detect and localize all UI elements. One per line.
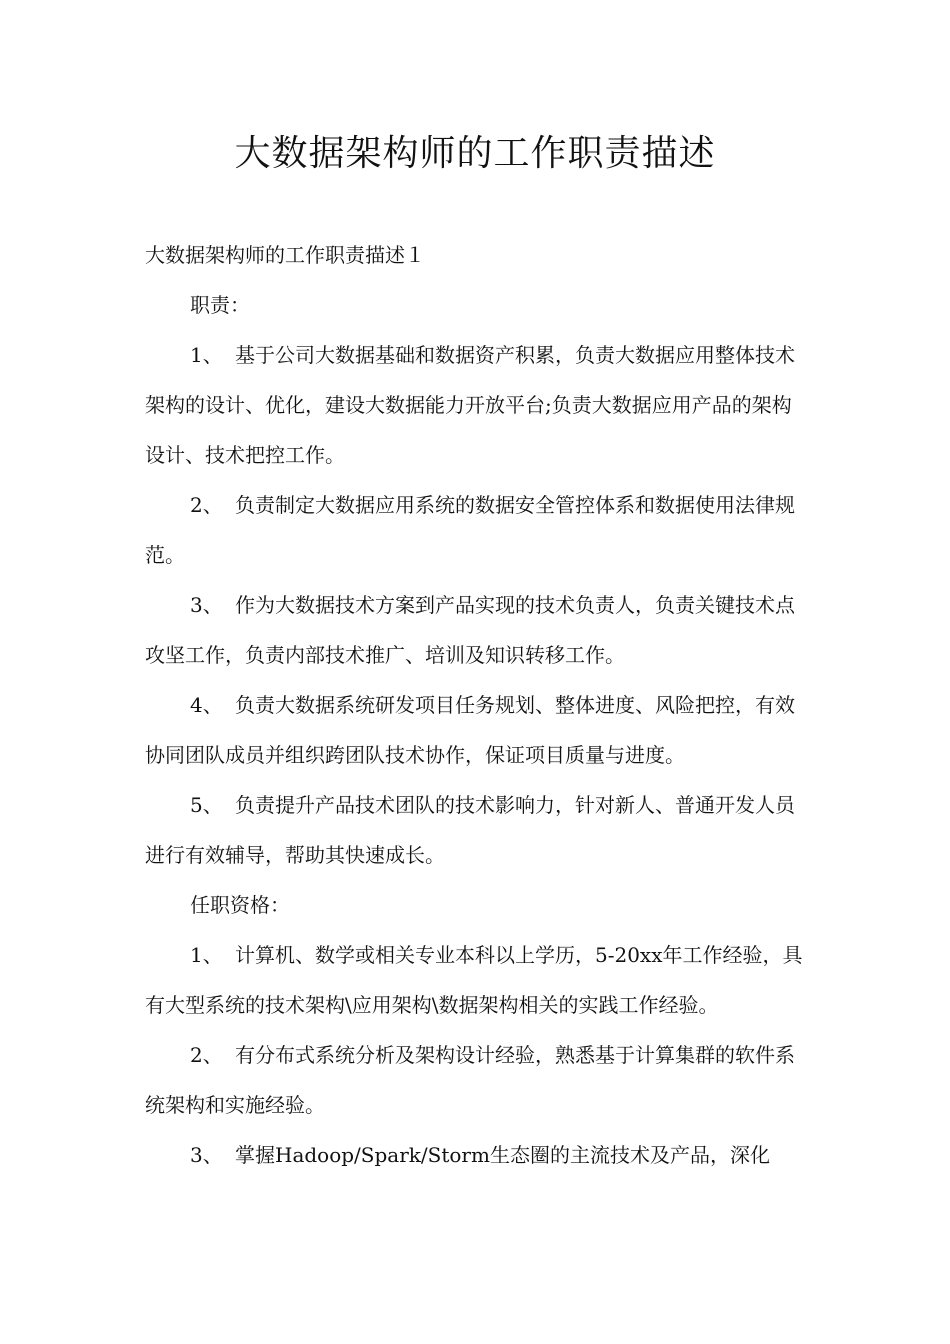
section-heading: 大数据架构师的工作职责描述１	[145, 243, 425, 267]
duty-text: 负责大数据系统研发项目任务规划、整体进度、风险把控，有效协同团队成员并组织跨团队技术协作，保证项目质量与进度。	[145, 693, 795, 767]
qualification-item-2	[145, 1030, 810, 1130]
duty-text: 基于公司大数据基础和数据资产积累，负责大数据应用整体技术架构的设计、优化，建设大数据能力开放平台;负责大数据应用产品的架构设计、技术把控工作。	[145, 343, 795, 467]
qualification-text: 计算机、数学或相关专业本科以上学历，5-20xx年工作经验，具有大型系统的技术架构\应用架构\数据架构相关的实践工作经验。	[145, 943, 803, 1017]
duty-number: 3、	[190, 593, 223, 617]
qualification-number: 2、	[190, 1043, 223, 1067]
document-title: 大数据架构师的工作职责描述	[234, 133, 716, 174]
qualification-text: 掌握Hadoop/Spark/Storm生态圈的主流技术及产品，深化	[235, 1143, 770, 1167]
duty-item-4	[145, 680, 810, 780]
duty-text: 作为大数据技术方案到产品实现的技术负责人，负责关键技术点攻坚工作，负责内部技术推广、培训及知识转移工作。	[145, 593, 795, 667]
duties-label: 职责：	[190, 293, 250, 317]
duty-item-1	[145, 330, 810, 480]
duty-item-2	[145, 480, 810, 580]
duty-text: 负责提升产品技术团队的技术影响力，针对新人、普通开发人员进行有效辅导，帮助其快速成长。	[145, 793, 795, 867]
qualification-number: 1、	[190, 943, 223, 967]
duty-item-3	[145, 580, 810, 680]
qualification-item-3	[145, 1130, 810, 1180]
qualification-number: 3、	[190, 1143, 223, 1167]
qualification-text: 有分布式系统分析及架构设计经验，熟悉基于计算集群的软件系统架构和实施经验。	[145, 1043, 795, 1117]
qualification-item-1	[145, 930, 810, 1030]
duty-number: 4、	[190, 693, 223, 717]
document-body	[145, 230, 810, 1180]
duty-item-5	[145, 780, 810, 880]
duty-text: 负责制定大数据应用系统的数据安全管控体系和数据使用法律规范。	[145, 493, 795, 567]
qualifications-label: 任职资格：	[190, 893, 290, 917]
duty-number: 1、	[190, 343, 223, 367]
duty-number: 5、	[190, 793, 223, 817]
duty-number: 2、	[190, 493, 223, 517]
